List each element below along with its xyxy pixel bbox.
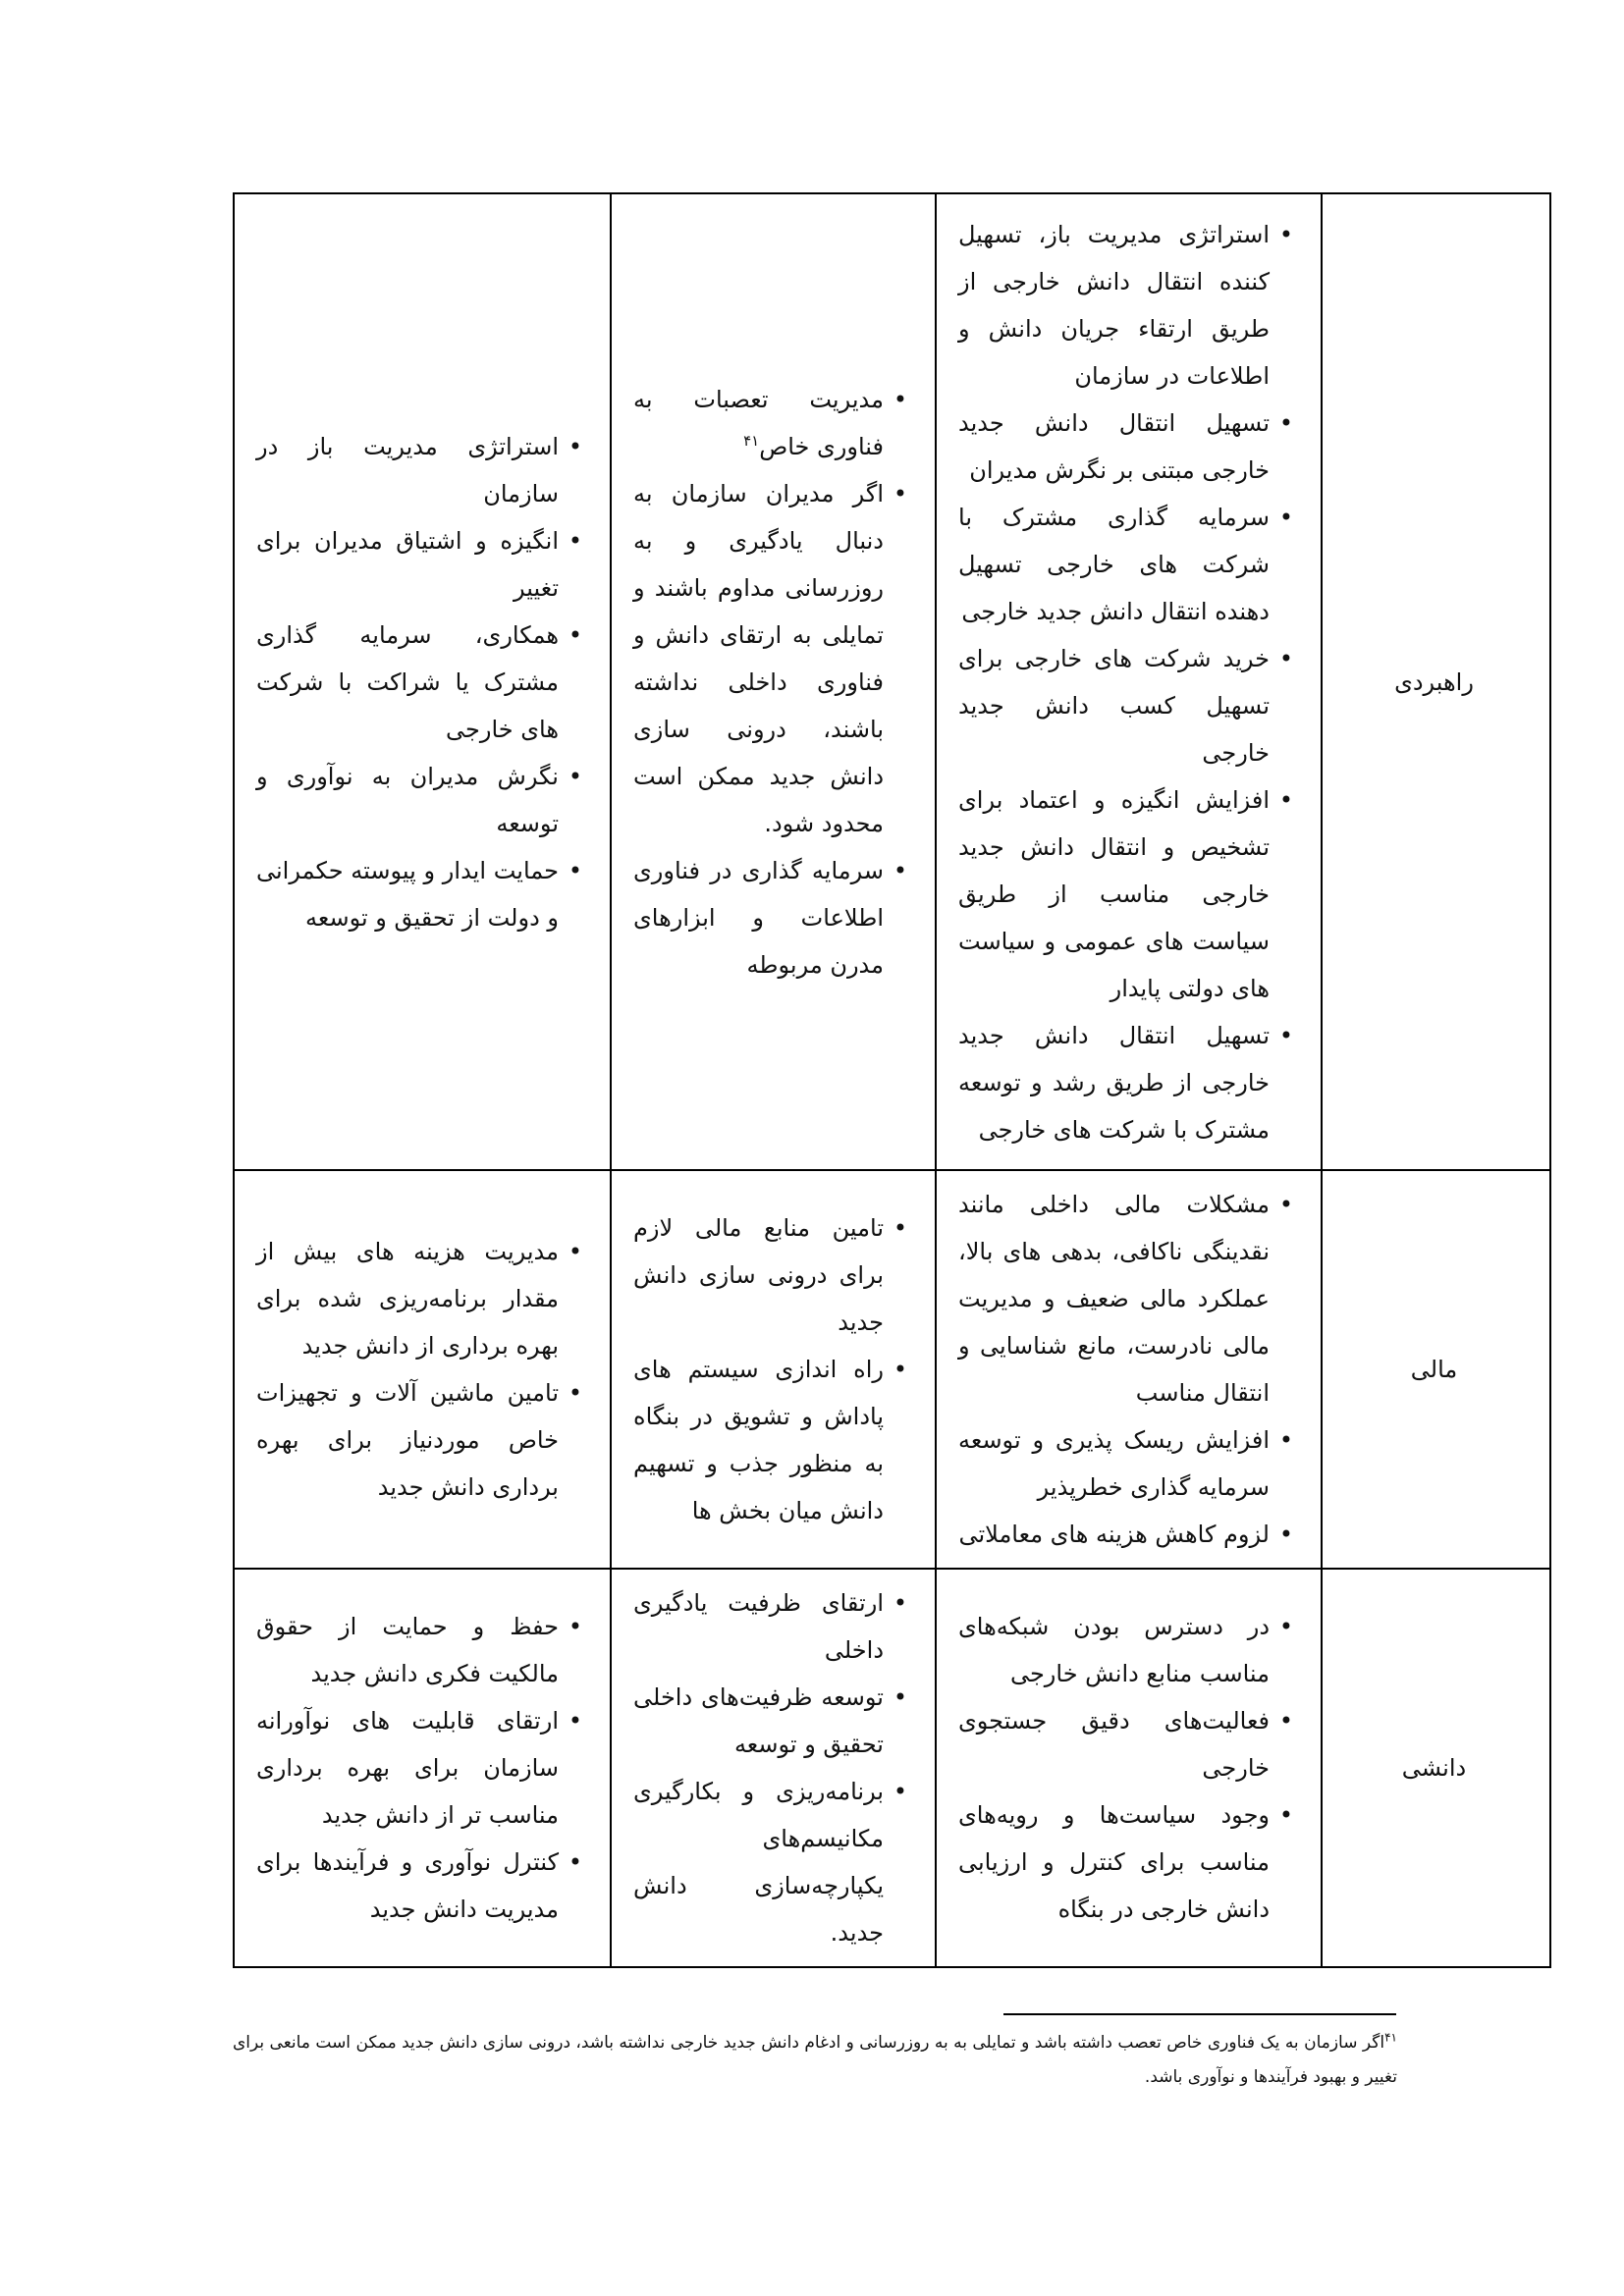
table-cell: [611, 1569, 936, 1967]
list-item: • تسهیل انتقال دانش جدید خارجی از طریق رشد و توسعه مشترک با شرکت های خارجی: [958, 1012, 1295, 1153]
factors-table: [233, 192, 1551, 1968]
list-item: • همکاری، سرمایه گذاری مشترک یا شراکت با شرکت های خارجی: [256, 612, 584, 753]
table-row: [234, 1170, 1550, 1569]
list-item: • حمایت ایدار و پیوسته حکمرانی و دولت از تحقیق و توسعه: [256, 847, 584, 941]
list-item: • برنامه‌ریزی و بکارگیری مکانیسم‌های یکپارچه‌سازی دانش جدید.: [633, 1768, 909, 1956]
footnote-divider: [1003, 2013, 1396, 2015]
list-item: • وجود سیاست‌ها و رویه‌های مناسب برای کنترل و ارزیابی دانش خارجی در بنگاه: [958, 1791, 1295, 1933]
bullet-list: [633, 376, 909, 988]
footnote-text: اگر سازمان به یک فناوری خاص تعصب داشته باشد و تمایلی به به روزرسانی و ادغام دانش جدید خارجی نداشته باشد، درونی سازی دانش جدید ممکن است مانعی برای تغییر و بهبود فرآیندها و نوآوری باشد.: [233, 2033, 1397, 2087]
list-item: • افزایش ریسک پذیری و توسعه سرمایه گذاری خطرپذیر: [958, 1416, 1295, 1511]
list-item: • در دسترس بودن شبکه‌های مناسب منابع دانش خارجی: [958, 1603, 1295, 1697]
bullet-list: [958, 1181, 1295, 1558]
table-cell: [611, 193, 936, 1170]
list-item: • توسعه ظرفیت‌های داخلی تحقیق و توسعه: [633, 1674, 909, 1768]
table-row: [234, 1569, 1550, 1967]
list-item: • استراتژی مدیریت باز، تسهیل کننده انتقال دانش خارجی از طریق ارتقاء جریان دانش و اطلاعات در سازمان: [958, 211, 1295, 400]
list-item: • انگیزه و اشتیاق مدیران برای تغییر: [256, 517, 584, 612]
list-item: • راه اندازی سیستم های پاداش و تشویق در بنگاه به منظور جذب و تسهیم دانش میان بخش ها: [633, 1346, 909, 1534]
list-item: • ارتقای ظرفیت یادگیری داخلی: [633, 1579, 909, 1674]
table-row: [234, 193, 1550, 1170]
list-item: • سرمایه گذاری مشترک با شرکت های خارجی تسهیل دهنده انتقال دانش جدید خارجی: [958, 494, 1295, 635]
bullet-list: [958, 1603, 1295, 1933]
bullet-list: [633, 1579, 909, 1956]
bullet-list: [256, 1228, 584, 1511]
list-item: • خرید شرکت های خارجی برای تسهیل کسب دانش جدید خارجی: [958, 635, 1295, 776]
table-cell: [936, 193, 1322, 1170]
list-item: • مدیریت هزینه های بیش از مقدار برنامه‌ریزی شده برای بهره برداری از دانش جدید: [256, 1228, 584, 1369]
table-cell: [234, 1569, 611, 1967]
list-item: • ارتقای قابلیت های نوآورانه سازمان برای بهره برداری مناسب تر از دانش جدید: [256, 1697, 584, 1839]
list-item: • تامین منابع مالی لازم برای درونی سازی دانش جدید: [633, 1204, 909, 1346]
table-cell: [936, 1569, 1322, 1967]
bullet-list: [633, 1204, 909, 1534]
list-item: • فعالیت‌های دقیق جستجوی خارجی: [958, 1697, 1295, 1791]
table-cell: [936, 1170, 1322, 1569]
footnote: [233, 2026, 1397, 2095]
list-item: • نگرش مدیران به نوآوری و توسعه: [256, 753, 584, 847]
list-item: • استراتژی مدیریت باز در سازمان: [256, 423, 584, 517]
table-cell: [234, 193, 611, 1170]
footnote-number: ۴۱: [1384, 2030, 1397, 2045]
row-label: دانشی: [1322, 1569, 1550, 1967]
bullet-list: [958, 211, 1295, 1153]
list-item: • کنترل نوآوری و فرآیندها برای مدیریت دانش جدید: [256, 1839, 584, 1933]
list-item: • سرمایه گذاری در فناوری اطلاعات و ابزارهای مدرن مربوطه: [633, 847, 909, 988]
list-item: [633, 376, 909, 470]
list-item: • افزایش انگیزه و اعتماد برای تشخیص و انتقال دانش جدید خارجی مناسب از طریق سیاست های عمومی و سیاست های دولتی پایدار: [958, 776, 1295, 1012]
table-cell: [234, 1170, 611, 1569]
list-item: • اگر مدیران سازمان به دنبال یادگیری و به روزرسانی مداوم باشند و تمایلی به ارتقای دانش و فناوری داخلی نداشته باشند، درونی سازی دانش جدید ممکن است محدود شود.: [633, 470, 909, 847]
row-label: راهبردی: [1322, 193, 1550, 1170]
list-item: • حفظ و حمایت از حقوق مالکیت فکری دانش جدید: [256, 1603, 584, 1697]
row-label: مالی: [1322, 1170, 1550, 1569]
list-item: • تسهیل انتقال دانش جدید خارجی مبتنی بر نگرش مدیران: [958, 400, 1295, 494]
footnote-ref: ۴۱: [743, 431, 760, 450]
bullet-list: [256, 1603, 584, 1933]
table-cell: [611, 1170, 936, 1569]
bullet-list: [256, 423, 584, 941]
list-item: • تامین ماشین آلات و تجهیزات خاص موردنیاز برای بهره برداری دانش جدید: [256, 1369, 584, 1511]
list-item: • مشکلات مالی داخلی مانند نقدینگی ناکافی، بدهی های بالا، عملکرد مالی ضعیف و مدیریت مالی نادرست، مانع شناسایی و انتقال مناسب: [958, 1181, 1295, 1416]
list-item: • لزوم کاهش هزینه های معاملاتی: [958, 1511, 1295, 1558]
list-item-text: مدیریت تعصبات به فناوری خاص: [633, 385, 884, 460]
